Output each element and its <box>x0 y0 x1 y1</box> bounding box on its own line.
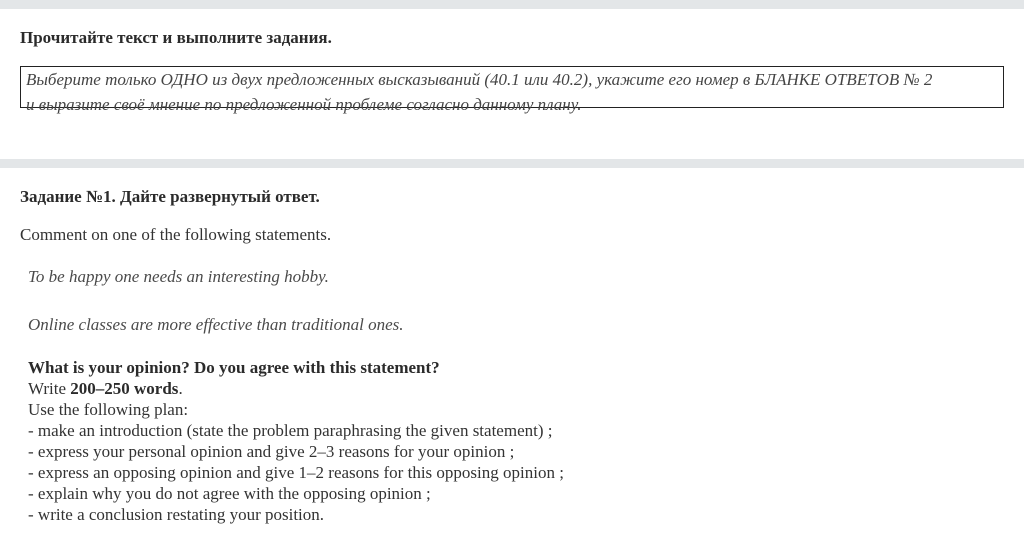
word-count-suffix: . <box>178 379 183 398</box>
word-count-line <box>28 378 564 399</box>
task-title: Задание №1. Дайте развернутый ответ. <box>20 187 320 206</box>
instructions-box-line-1: Выберите только ОДНО из двух предложенных высказываний (40.1 или 40.2), укажите его номер в БЛАНКЕ ОТВЕТОВ № 2 <box>26 70 933 89</box>
plan-item: - write a conclusion restating your position. <box>28 505 325 524</box>
word-count-value: 200–250 words <box>70 379 179 398</box>
opinion-question: What is your opinion? Do you agree with this statement? <box>28 358 440 377</box>
instructions-box <box>20 66 1004 114</box>
instructions-title: Прочитайте текст и выполните задания. <box>20 28 332 47</box>
plan-item: - express your personal opinion and give 2–3 reasons for your opinion ; <box>28 442 515 461</box>
instructions-box-line-2: и выразите своё мнение по предложенной проблеме согласно данному плану. <box>26 95 582 114</box>
statement-2: Online classes are more effective than traditional ones. <box>28 315 404 334</box>
task-intro: Comment on one of the following statements. <box>20 225 332 244</box>
word-count-prefix: Write <box>28 379 71 398</box>
statement-1: To be happy one needs an interesting hobby. <box>28 267 329 286</box>
plan-item: - make an introduction (state the problem paraphrasing the given statement) ; <box>28 421 553 440</box>
top-divider-band <box>0 0 1024 9</box>
plan-item: - explain why you do not agree with the opposing opinion ; <box>28 484 431 503</box>
task-requirements <box>28 357 564 525</box>
plan-intro: Use the following plan: <box>28 400 189 419</box>
plan-item: - express an opposing opinion and give 1–2 reasons for this opposing opinion ; <box>28 463 564 482</box>
section-divider-band <box>0 159 1024 168</box>
